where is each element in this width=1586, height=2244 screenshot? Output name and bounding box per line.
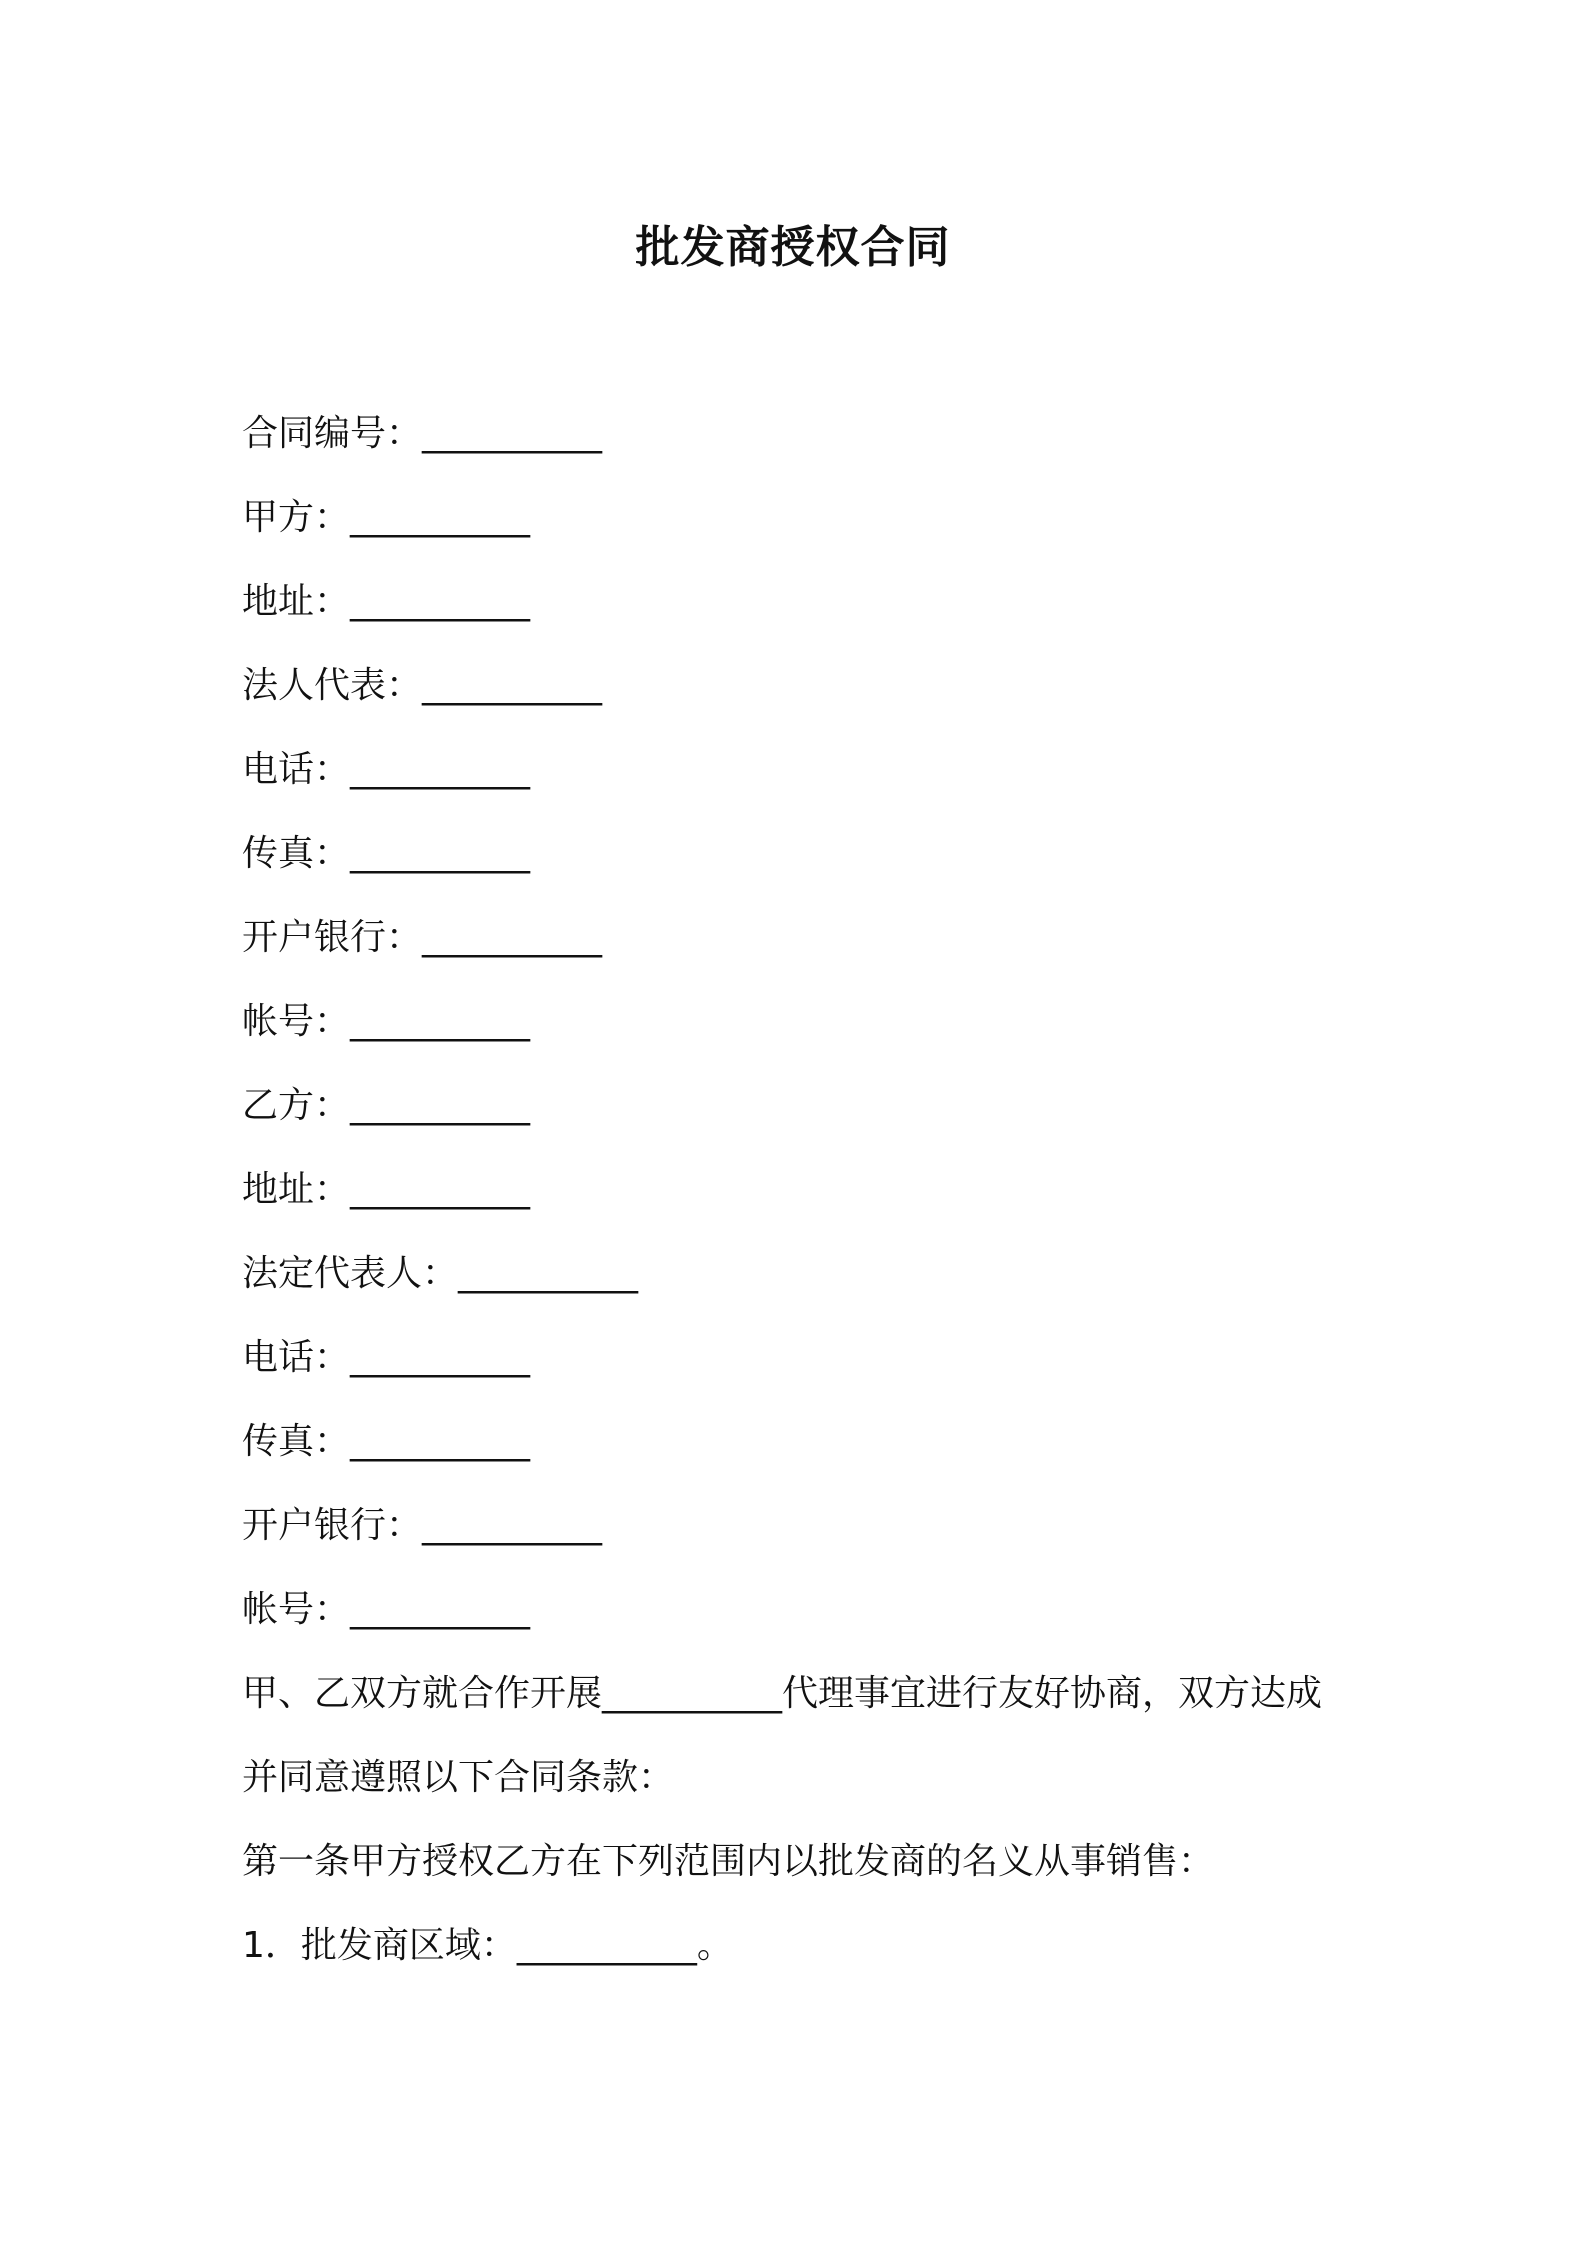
- field-party-a-phone: [242, 746, 1392, 794]
- field-label: 合同编号：: [242, 413, 423, 454]
- field-label: 地址：: [242, 1169, 351, 1210]
- field-party-a-fax: [242, 830, 1392, 878]
- field-blank: __________: [458, 1253, 639, 1294]
- field-label: 开户银行：: [242, 917, 423, 958]
- field-blank: __________: [422, 1505, 603, 1546]
- field-party-a-bank: [242, 914, 1392, 962]
- field-blank: __________: [350, 1589, 531, 1630]
- field-label: 帐号：: [242, 1589, 351, 1630]
- field-party-b-bank: [242, 1502, 1392, 1550]
- field-label: 传真：: [242, 833, 351, 874]
- field-label: 开户银行：: [242, 1505, 423, 1546]
- field-blank: __________: [350, 1169, 531, 1210]
- field-party-b-legal-rep: [242, 1250, 1392, 1298]
- field-party-b: [242, 1082, 1392, 1130]
- field-blank: __________: [422, 917, 603, 958]
- field-blank: __________: [350, 497, 531, 538]
- field-party-b-fax: [242, 1418, 1392, 1466]
- contract-fields: [242, 410, 1392, 2006]
- field-blank: __________: [350, 1085, 531, 1126]
- field-party-a-account: [242, 998, 1392, 1046]
- field-label: 法人代表：: [242, 665, 423, 706]
- field-blank: __________: [350, 749, 531, 790]
- field-label: 传真：: [242, 1421, 351, 1462]
- field-blank: __________: [350, 1421, 531, 1462]
- field-blank: __________: [422, 413, 603, 454]
- field-label: 地址：: [242, 581, 351, 622]
- field-label: 帐号：: [242, 1001, 351, 1042]
- field-blank: __________: [422, 665, 603, 706]
- field-party-a: [242, 494, 1392, 542]
- field-label: 甲方：: [242, 497, 351, 538]
- field-party-b-address: [242, 1166, 1392, 1214]
- article-1: 第一条甲方授权乙方在下列范围内以批发商的名义从事销售：: [242, 1841, 1215, 1882]
- field-blank: __________: [350, 1337, 531, 1378]
- field-label: 乙方：: [242, 1085, 351, 1126]
- document-title: 批发商授权合同: [635, 222, 951, 273]
- field-label: 电话：: [242, 749, 351, 790]
- article-1-item-1: 1．批发商区域：__________。: [242, 1925, 733, 1966]
- field-label: 法定代表人：: [242, 1253, 459, 1294]
- field-blank: __________: [350, 581, 531, 622]
- intro-paragraph-line-1: 甲、乙双方就合作开展__________代理事宜进行友好协商，双方达成: [242, 1673, 1323, 1714]
- intro-paragraph-line-2: 并同意遵照以下合同条款：: [242, 1757, 675, 1798]
- field-label: 电话：: [242, 1337, 351, 1378]
- field-party-a-legal-rep: [242, 662, 1392, 710]
- field-blank: __________: [350, 833, 531, 874]
- field-party-b-account: [242, 1586, 1392, 1634]
- field-party-a-address: [242, 578, 1392, 626]
- field-contract-number: [242, 410, 1392, 458]
- field-party-b-phone: [242, 1334, 1392, 1382]
- field-blank: __________: [350, 1001, 531, 1042]
